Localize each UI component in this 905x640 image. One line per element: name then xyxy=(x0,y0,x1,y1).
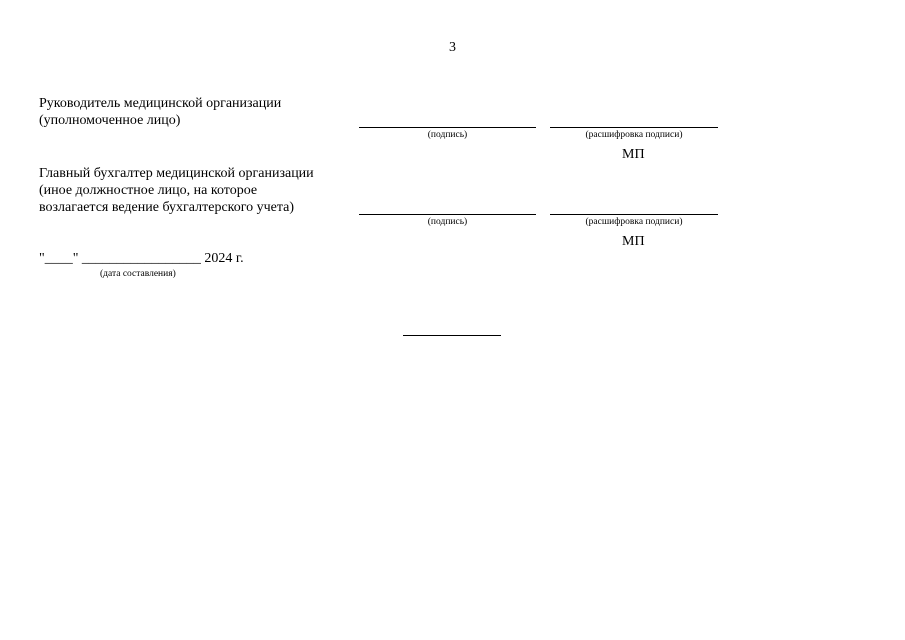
accountant-title-line2: (иное должностное лицо, на которое xyxy=(39,183,258,198)
head-title-line2: (уполномоченное лицо) xyxy=(39,113,181,128)
accountant-decipher-caption: (расшифровка подписи) xyxy=(585,217,683,227)
accountant-signature-line xyxy=(359,214,536,215)
accountant-stamp-label: МП xyxy=(622,234,645,249)
head-decipher-line xyxy=(550,127,718,128)
accountant-title-line3: возлагается ведение бухгалтерского учета) xyxy=(39,200,295,215)
end-of-document-line xyxy=(403,335,501,336)
compilation-date-caption: (дата составления) xyxy=(100,269,176,279)
head-signature-caption: (подпись) xyxy=(427,130,468,140)
page-number: 3 xyxy=(449,40,456,55)
head-title xyxy=(39,95,281,129)
accountant-title-line1: Главный бухгалтер медицинской организации xyxy=(39,166,314,181)
accountant-signature-caption: (подпись) xyxy=(427,217,468,227)
head-stamp-label: МП xyxy=(622,147,645,162)
accountant-decipher-line xyxy=(550,214,718,215)
head-decipher-caption: (расшифровка подписи) xyxy=(585,130,683,140)
compilation-date: "____" _________________ 2024 г. xyxy=(39,251,244,266)
head-title-line1: Руководитель медицинской организации xyxy=(39,96,282,111)
accountant-title xyxy=(39,165,314,216)
head-signature-line xyxy=(359,127,536,128)
